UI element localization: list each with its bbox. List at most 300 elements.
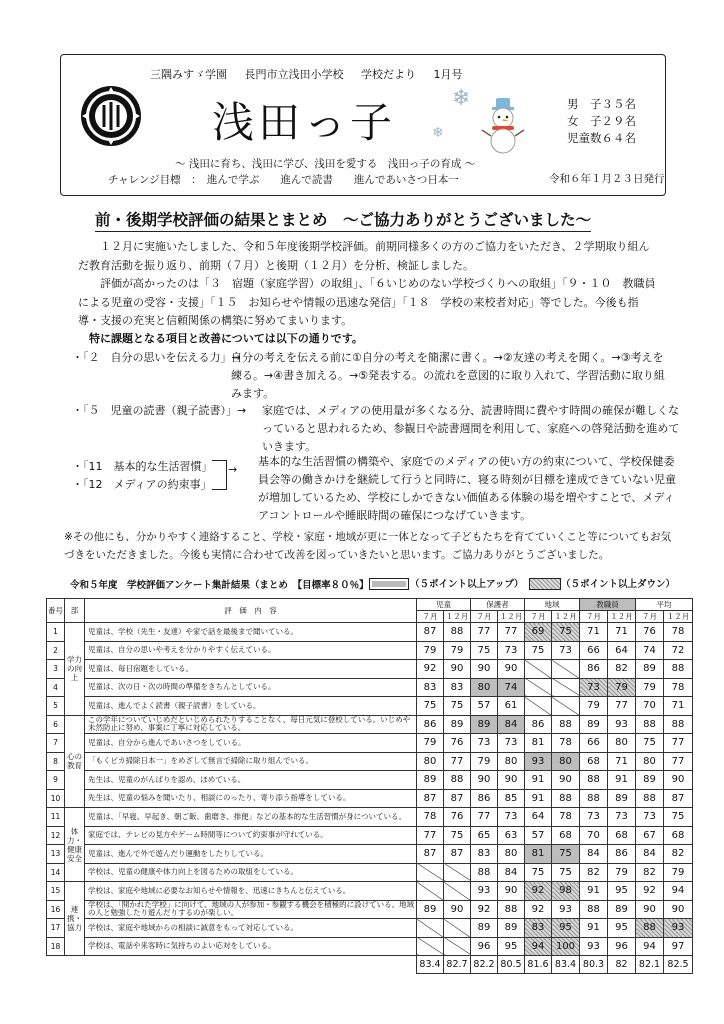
closing-note: ※その他にも、分かりやすく連絡すること、学校・家庭・地域が更に一体となって子どもたちを育てていくこと等についてもお気づきをいただきました。今後も実情に合わせて改善を図っていきたいと思います。ご協力ありがとうございました。 [64,531,672,561]
score-cell: 88 [471,863,498,882]
row-number: 18 [47,937,65,956]
score-cell: 68 [608,826,636,845]
score-cell: 67 [636,826,664,845]
score-cell: 85 [498,789,525,808]
score-cell: 76 [444,808,471,827]
issue-item-text: 自分の考えを伝える前に①自分の考えを簡潔に書く。→②友達の考えを聞く。→③考えを練る。→④書き加える。→⑤発表する。の流れを意図的に取り入れて、学習活動に取り組みます。 [231,351,665,400]
not-applicable-cell [417,882,444,901]
header-period: １２月 [552,611,580,623]
not-applicable-cell [417,863,444,882]
score-cell: 89 [498,919,525,938]
not-applicable-cell [444,863,471,882]
survey-table-header [47,599,693,623]
score-cell: 71 [664,697,693,716]
score-cell: 80 [417,752,444,771]
score-cell: 88 [664,715,693,734]
score-cell: 88 [552,715,580,734]
score-cell: 87 [444,789,471,808]
legend-up-swatch [369,578,409,590]
score-cell: 88 [664,660,693,679]
header-number: 番号 [47,599,65,623]
issue-item-label: ・「５ 児童の読書（親子読書）」→ [72,404,247,417]
score-cell: 88 [444,771,471,790]
score-cell: 89 [417,900,444,919]
score-cell: 84 [580,845,608,864]
score-cell: 90 [498,660,525,679]
table-row [47,715,693,734]
score-cell: 73 [498,641,525,660]
score-cell: 91 [580,919,608,938]
score-cell: 77 [608,697,636,716]
row-number: 3 [47,660,65,679]
evaluation-item: 児童は、進んで外で遊んだり運動をしたりしている。 [85,845,417,864]
score-cell: 80 [471,678,498,697]
evaluation-item: 児童は、「早寝、早起き、朝ご飯、歯磨き、排便」などの基本的な生活習慣が身についている。 [85,808,417,827]
score-cell: 89 [608,900,636,919]
row-number: 17 [47,919,65,938]
row-number: 10 [47,789,65,808]
score-cell: 78 [664,623,693,642]
score-cell: 82 [580,863,608,882]
score-cell: 77 [444,752,471,771]
score-cell: 68 [664,826,693,845]
score-cell: 77 [664,752,693,771]
score-cell: 78 [552,808,580,827]
score-cell: 77 [498,623,525,642]
score-cell: 75 [525,641,552,660]
issue-item-label-line: ・「12 メディアの約束事」 [72,478,212,491]
score-cell: 94 [525,937,552,956]
score-cell: 88 [636,789,664,808]
score-cell: 73 [608,808,636,827]
average-row [47,956,693,974]
score-cell: 90 [498,771,525,790]
score-cell: 73 [471,734,498,753]
score-cell: 97 [664,937,693,956]
header-top-line [150,66,477,82]
score-cell: 80 [498,752,525,771]
score-cell: 79 [636,678,664,697]
row-number: 4 [47,678,65,697]
table-row [47,845,693,864]
score-cell: 92 [525,900,552,919]
score-cell: 80 [636,752,664,771]
issue-date: 令和６年１月２３日発行 [549,173,665,185]
girls-count: 女 子２９名 [567,114,636,128]
score-cell: 92 [636,882,664,901]
score-cell: 91 [525,789,552,808]
row-number: 6 [47,715,65,734]
score-cell: 91 [525,771,552,790]
score-cell: 78 [664,678,693,697]
table-row [47,771,693,790]
score-cell: 71 [608,623,636,642]
score-cell: 89 [444,715,471,734]
header-group: 地域 [525,599,580,611]
score-cell: 74 [636,641,664,660]
score-cell: 82 [664,845,693,864]
category-cell: 心の教育 [65,715,85,808]
issue-item-label [72,458,213,494]
challenge-goals: チャレンジ目標 ： 進んで学ぶ 進んで読書 進んであいさつ日本一 [108,174,459,186]
score-cell: 77 [471,808,498,827]
table-row [47,808,693,827]
header-period: ７月 [525,611,552,623]
score-cell: 68 [580,752,608,771]
evaluation-item: 学校は、児童の健康や体力向上を図るための取組をしている。 [85,863,417,882]
header-group: 保護者 [471,599,525,611]
row-number: 14 [47,863,65,882]
score-cell: 80 [552,752,580,771]
score-cell: 86 [471,789,498,808]
score-cell: 81 [525,734,552,753]
row-number: 8 [47,752,65,771]
score-cell: 87 [417,789,444,808]
score-cell: 92 [471,900,498,919]
average-cell: 80.5 [498,956,525,974]
header-period: １２月 [608,611,636,623]
arrow-icon: → [228,463,238,476]
score-cell: 75 [417,697,444,716]
score-cell: 100 [552,937,580,956]
evaluation-item: 「もくピカ掃除日本一」をめざして無言で掃除に取り組んでいる。 [85,752,417,771]
score-cell: 79 [608,678,636,697]
score-cell: 73 [498,734,525,753]
score-cell: 78 [552,734,580,753]
header-department: 部 [65,599,85,623]
score-cell: 82 [608,660,636,679]
score-cell: 89 [471,715,498,734]
score-cell: 95 [498,937,525,956]
score-cell: 89 [636,660,664,679]
score-cell: 73 [498,808,525,827]
score-cell: 79 [580,697,608,716]
score-cell: 90 [498,882,525,901]
table-row [47,900,693,919]
evaluation-item: 児童は、自分の思いや考えを分かりやすく伝えている。 [85,641,417,660]
score-cell: 91 [580,882,608,901]
score-cell: 84 [498,715,525,734]
evaluation-item: 学校は、家庭や地域に必要なお知らせや情報を、迅速にきちんと伝えている。 [85,882,417,901]
table-row [47,752,693,771]
not-applicable-cell [444,882,471,901]
score-cell: 95 [608,919,636,938]
row-number: 7 [47,734,65,753]
evaluation-item: 児童は、毎日宿題をしている。 [85,660,417,679]
score-cell: 93 [471,882,498,901]
snowman-icon [476,96,528,154]
not-applicable-cell [525,660,552,679]
score-cell: 79 [444,641,471,660]
score-cell: 73 [636,808,664,827]
score-cell: 90 [636,900,664,919]
row-number: 2 [47,641,65,660]
survey-table-body [47,623,693,974]
score-cell: 89 [636,771,664,790]
score-cell: 88 [636,919,664,938]
score-cell: 91 [608,771,636,790]
survey-results-table [46,598,693,974]
header-period: ７月 [471,611,498,623]
score-cell: 74 [498,678,525,697]
header-period: ７月 [417,611,444,623]
snowflake-icon: ❄ [432,125,444,141]
not-applicable-cell [525,678,552,697]
score-cell: 75 [444,697,471,716]
header-group: 児童 [417,599,471,611]
header-period: １２月 [664,611,693,623]
score-cell: 75 [471,641,498,660]
score-cell: 88 [636,715,664,734]
row-number: 15 [47,882,65,901]
score-cell: 75 [664,808,693,827]
score-cell: 94 [636,937,664,956]
snowflake-icon: ❄ [452,86,471,111]
score-cell: 86 [417,715,444,734]
score-cell: 76 [636,623,664,642]
score-cell: 90 [444,660,471,679]
legend-down-label: （５ポイント以上ダウン） [561,579,676,590]
score-cell: 96 [608,937,636,956]
average-cell: 82.1 [636,956,664,974]
score-cell: 69 [525,623,552,642]
score-cell: 88 [444,623,471,642]
score-cell: 76 [444,734,471,753]
table-row [47,734,693,753]
score-cell: 75 [552,623,580,642]
evaluation-item: 先生は、児童の悩みを聞いたり、相談にのったり、寄り添う指導をしている。 [85,789,417,808]
score-cell: 75 [444,826,471,845]
table-row [47,882,693,901]
score-cell: 68 [552,826,580,845]
issue-item-label-line: ・「11 基本的な生活習慣」 [72,460,213,473]
score-cell: 93 [552,900,580,919]
alliance-name: 三隅みすゞ学園 [150,68,227,81]
score-cell: 90 [444,900,471,919]
row-number: 5 [47,697,65,716]
score-cell: 61 [498,697,525,716]
table-row [47,678,693,697]
average-cell: 81.6 [525,956,552,974]
score-cell: 93 [664,919,693,938]
not-applicable-cell [552,678,580,697]
score-cell: 64 [608,641,636,660]
score-cell: 95 [608,882,636,901]
score-cell: 77 [417,826,444,845]
table-row [47,641,693,660]
score-cell: 66 [580,641,608,660]
score-cell: 93 [608,715,636,734]
row-number: 16 [47,900,65,919]
newsletter-name: 学校だより [361,68,416,81]
score-cell: 73 [552,641,580,660]
table-row [47,623,693,642]
score-cell: 57 [525,826,552,845]
paragraph-issues-heading: 特に課題となる項目と改善については以下の通りです。 [89,332,363,345]
score-cell: 83 [417,678,444,697]
legend-up-label: （５ポイント以上アップ） [410,579,524,590]
evaluation-item: 児童は、進んでよく読書（親子読書）をしている。 [85,697,417,716]
score-cell: 86 [580,660,608,679]
score-cell: 93 [525,752,552,771]
average-row-spacer [47,956,417,974]
score-cell: 66 [580,734,608,753]
not-applicable-cell [552,697,580,716]
evaluation-item: この学年についていじめだといじめられたりすることなく、毎日元気に登校している。いじめや未然防止に努め、事案に丁寧に対応している。 [85,715,417,734]
score-cell: 88 [498,900,525,919]
paragraph-intro: １２月に実施いたしました、令和５年度後期学校評価。前期同様多くの方のご協力をいただき、２学期取り組んだ教育活動を振り返り、前期（７月）と後期（１２月）を分析、検証しました。 [78,240,650,272]
not-applicable-cell [525,697,552,716]
average-cell: 82.5 [664,956,693,974]
score-cell: 90 [664,900,693,919]
score-cell: 90 [664,771,693,790]
score-cell: 71 [608,752,636,771]
score-cell: 73 [580,678,608,697]
average-cell: 82 [608,956,636,974]
score-cell: 70 [636,697,664,716]
score-cell: 63 [498,826,525,845]
score-cell: 95 [552,919,580,938]
score-cell: 70 [580,826,608,845]
header-item: 評 価 内 容 [85,599,417,623]
category-cell: 学力の向上 [65,623,85,716]
score-cell: 88 [580,789,608,808]
score-cell: 79 [417,641,444,660]
score-cell: 98 [552,882,580,901]
score-cell: 79 [664,863,693,882]
paragraph-high-ratings: 評価が高かったのは「３ 宿題（家庭学習）の取組」、「６いじめのない学校づくりへの取組」「９・１０ 教職員による児童の受容・支援」「１５ お知らせや情報の迅速な発信」「１８ 学校の来校者対応」等でした。今後も指導・支援の充実と信頼関係の構築に努めてまいります。 [78,277,656,327]
score-cell: 89 [471,919,498,938]
score-cell: 80 [608,734,636,753]
average-cell: 82.7 [444,956,471,974]
row-number: 13 [47,845,65,864]
evaluation-item: 児童は、自分から進んであいさつをしている。 [85,734,417,753]
not-applicable-cell [444,937,471,956]
evaluation-item: 児童は、次の日・次の時間の準備をきちんとしている。 [85,678,417,697]
row-number: 1 [47,623,65,642]
school-name: 長門市立浅田小学校 [244,68,344,81]
evaluation-item: 児童は、学校（先生・友達）や家で話を最後まで聞いている。 [85,623,417,642]
newsletter-title: 浅田っ子 [212,98,397,147]
score-cell: 87 [444,845,471,864]
score-cell: 73 [580,808,608,827]
school-emblem-icon [80,85,142,147]
student-counts [567,96,636,147]
issue-item-text: 基本的な生活習慣の構築や、家庭でのメディアの使い方の約束について、学校保健委員会等の働きかけを継続して行うと同時に、寝る時刻が目標を達成できていない児童が増加しているため、学校にしかできない価値ある体験の場を増やすことで、メディアコントロールや睡眠時間の確保につなげていきます。 [258,455,676,522]
score-cell: 75 [552,845,580,864]
score-cell: 75 [552,863,580,882]
score-cell: 90 [471,771,498,790]
not-applicable-cell [417,937,444,956]
not-applicable-cell [417,919,444,938]
evaluation-item: 学校は、家庭や地域からの相談に誠意をもって対応している。 [85,919,417,938]
score-cell: 87 [417,845,444,864]
school-motto: ～ 浅田に育ち、浅田に学び、浅田を愛する 浅田っ子の育成 ～ [175,158,476,170]
evaluation-item: 家庭では、テレビの見方やゲーム時間等について約束事が守れている。 [85,826,417,845]
table-row [47,789,693,808]
score-cell: 71 [580,623,608,642]
score-cell: 80 [498,845,525,864]
score-cell: 84 [498,863,525,882]
total-count: 児童数６４名 [567,131,636,145]
score-cell: 83 [444,678,471,697]
score-cell: 79 [417,734,444,753]
header-period: ７月 [636,611,664,623]
score-cell: 77 [664,734,693,753]
score-cell: 65 [471,826,498,845]
score-cell: 79 [471,752,498,771]
row-number: 11 [47,808,65,827]
score-cell: 75 [525,863,552,882]
table-row [47,919,693,938]
bracket-mark [212,460,227,490]
score-cell: 88 [552,789,580,808]
score-cell: 94 [664,882,693,901]
score-cell: 86 [525,715,552,734]
average-cell: 82.2 [471,956,498,974]
header-period: １２月 [498,611,525,623]
score-cell: 72 [664,641,693,660]
not-applicable-cell [552,660,580,679]
article-title: 前・後期学校評価の結果とまとめ ～ご協力ありがとうございました～ [95,208,591,232]
score-cell: 83 [471,845,498,864]
score-cell: 78 [417,808,444,827]
score-cell: 82 [636,863,664,882]
score-cell: 88 [580,771,608,790]
table-row [47,697,693,716]
score-cell: 57 [471,697,498,716]
evaluation-item: 学校は、「開かれた学校」に向けて、地域の人が参加・参観する機会を積極的に設けている。地域の人と勉強したり遊んだりするのが楽しい。 [85,900,417,919]
score-cell: 64 [525,808,552,827]
score-cell: 90 [471,660,498,679]
score-cell: 89 [580,715,608,734]
score-cell: 92 [417,660,444,679]
score-cell: 77 [471,623,498,642]
score-cell: 75 [636,734,664,753]
row-number: 9 [47,771,65,790]
score-cell: 84 [636,845,664,864]
score-cell: 79 [608,863,636,882]
score-cell: 87 [664,789,693,808]
row-number: 12 [47,826,65,845]
score-cell: 96 [471,937,498,956]
table-row [47,937,693,956]
average-cell: 83.4 [417,956,444,974]
header-period: １２月 [444,611,471,623]
score-cell: 83 [525,919,552,938]
header-group: 平均 [636,599,693,611]
category-cell: 体力・健康安全 [65,808,85,882]
header-period: ７月 [580,611,608,623]
score-cell: 87 [417,623,444,642]
category-cell: 連携・協力 [65,882,85,956]
issue-item-label: ・「２ 自分の思いを伝える力」→ [72,351,241,364]
header-group: 教職員 [580,599,636,611]
not-applicable-cell [444,919,471,938]
evaluation-item: 学校は、電話や来客時に気持ちのよい応対をしている。 [85,937,417,956]
survey-table-title: 令和５年度 学校評価アンケート集計結果（まとめ 【目標率８０％】 [70,580,369,591]
evaluation-item: 先生は、児童のがんばりを認め、ほめている。 [85,771,417,790]
table-row [47,863,693,882]
score-cell: 86 [608,845,636,864]
score-cell: 90 [552,771,580,790]
table-row [47,826,693,845]
score-cell: 92 [525,882,552,901]
average-cell: 80.3 [580,956,608,974]
legend-down-swatch [529,578,561,590]
table-row [47,660,693,679]
score-cell: 89 [417,771,444,790]
